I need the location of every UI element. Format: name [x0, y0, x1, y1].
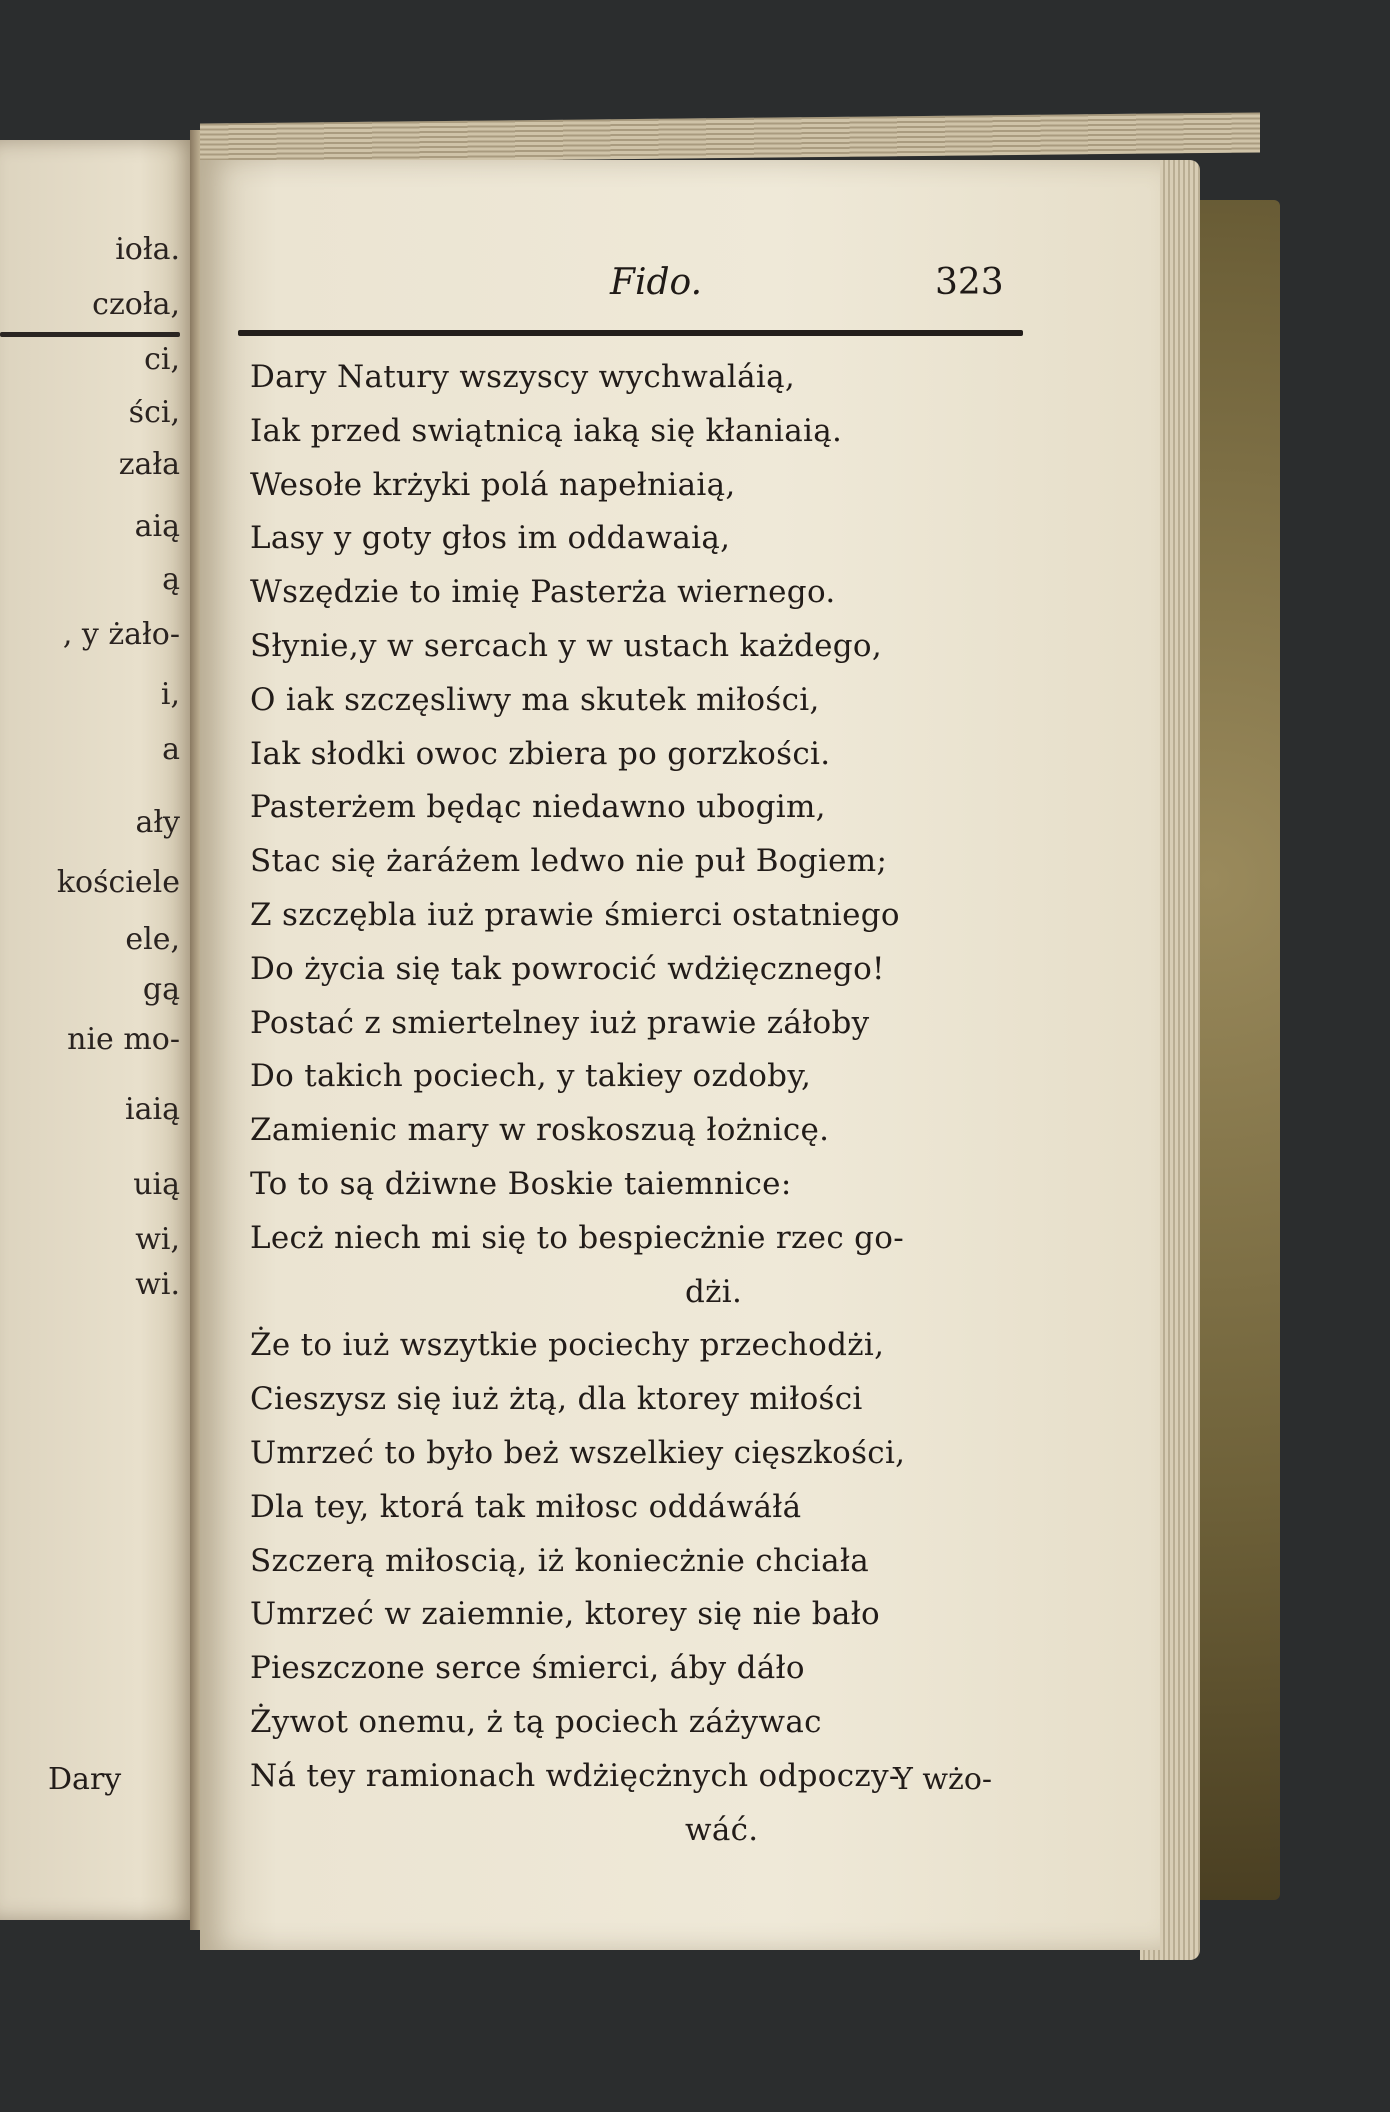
left-header-rule — [0, 332, 180, 337]
left-catchword: Dary — [48, 1762, 122, 1797]
left-text-line: , y żało- — [62, 617, 180, 652]
left-text-line: wi, — [135, 1222, 180, 1257]
verse-line: Szczerą miłoscią, iż koniecżnie chciała — [250, 1543, 870, 1579]
verse-line: Żywot onemu, ż tą pociech záżywac — [250, 1704, 822, 1740]
left-text-line: ą — [162, 562, 180, 597]
left-text-line: iaią — [125, 1092, 180, 1127]
verse-line: Lasy y goty głos im oddawaią, — [250, 520, 731, 556]
left-text-line: ci, — [144, 342, 180, 377]
left-text-line: a — [162, 732, 180, 767]
left-text-line: nie mo- — [67, 1022, 180, 1057]
left-text-line: ści, — [128, 395, 180, 430]
verse-line: Zamienic mary w roskoszuą łożnicę. — [250, 1112, 830, 1148]
verse-line: Iak przed swiątnicą iaką się kłaniaią. — [250, 413, 843, 449]
verse-line: Słynie,y w sercach y w ustach każdego, — [250, 628, 883, 664]
left-text-line: uią — [133, 1167, 180, 1202]
verse-line: Iak słodki owoc zbiera po gorzkości. — [250, 736, 831, 772]
left-text-line: zała — [118, 447, 180, 482]
left-text-line: ały — [135, 805, 180, 840]
header-rule — [238, 330, 1023, 336]
page-number: 323 — [935, 262, 1004, 303]
verse-line: Umrzeć w zaiemnie, ktorey się nie bało — [250, 1596, 881, 1632]
left-text-line: gą — [142, 972, 180, 1007]
page-top-edge — [200, 112, 1260, 163]
verse-line: Dary Natury wszyscy wychwaláią, — [250, 359, 796, 395]
left-text-line: ioła. — [115, 232, 180, 267]
running-head: Fido. — [610, 262, 703, 303]
verse-line: Stac się żaráżem ledwo nie puł Bogiem; — [250, 843, 888, 879]
verse-line: Do życia się tak powrocić wdżięcznego! — [250, 951, 885, 987]
left-text-line: i, — [160, 677, 180, 712]
verse-line: Ná tey ramionach wdżięcżnych odpoczy- — [250, 1758, 900, 1794]
left-text-line: wi. — [135, 1267, 180, 1302]
verse-line: Wszędzie to imię Pasterża wiernego. — [250, 574, 836, 610]
verse-line: Z szczębla iuż prawie śmierci ostatniego — [250, 897, 900, 933]
verse-line: wáć. — [685, 1812, 759, 1848]
verse-line: Do takich pociech, y takiey ozdoby, — [250, 1058, 812, 1094]
left-text-line: aią — [134, 509, 180, 544]
verse-line: Pasterżem będąc niedawno ubogim, — [250, 789, 826, 825]
verse-line: dżi. — [685, 1274, 743, 1310]
verse-line: Wesołe krżyki polá napełniaią, — [250, 467, 736, 503]
verse-line: Dla tey, ktorá tak miłosc oddáwáłá — [250, 1489, 802, 1525]
left-text-line: ele, — [125, 922, 180, 957]
verse-line: Postać z smiertelney iuż prawie záłoby — [250, 1005, 870, 1041]
left-text-line: kościele — [56, 865, 180, 900]
right-catchword: Y wżo- — [893, 1762, 993, 1797]
verse-line: Że to iuż wszytkie pociechy przechodżi, — [250, 1327, 885, 1363]
verse-line: O iak szczęsliwy ma skutek miłości, — [250, 682, 820, 718]
left-page — [0, 140, 200, 1920]
verse-line: Umrzeć to było beż wszelkiey cięszkości, — [250, 1435, 906, 1471]
left-text-line: czoła, — [92, 287, 180, 322]
verse-line: Cieszysz się iuż żtą, dla ktorey miłości — [250, 1381, 863, 1417]
verse-line: To to są dżiwne Boskie taiemnice: — [250, 1166, 792, 1202]
verse-line: Lecż niech mi się to bespiecżnie rzec go- — [250, 1220, 905, 1256]
verse-line: Pieszczone serce śmierci, áby dáło — [250, 1650, 805, 1686]
